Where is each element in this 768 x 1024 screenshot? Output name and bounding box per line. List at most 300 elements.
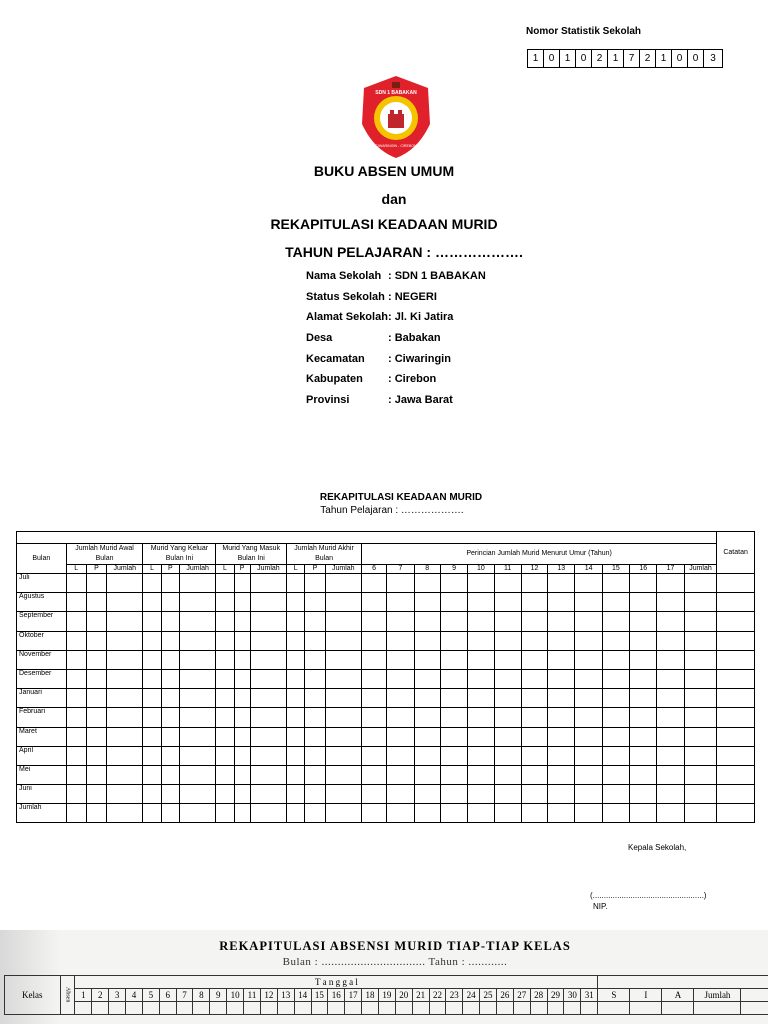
data-cell [387,804,414,823]
data-cell [250,785,286,804]
day-header: 9 [210,989,227,1002]
data-cell [305,746,325,765]
data-cell [564,1002,581,1015]
data-cell [395,1002,412,1015]
data-cell [176,1002,193,1015]
data-cell [234,708,250,727]
data-cell [107,727,143,746]
data-cell [494,650,521,669]
data-cell [657,669,684,688]
data-cell [66,593,86,612]
data-cell [244,1002,261,1015]
data-cell [325,669,361,688]
data-cell [305,669,325,688]
data-cell [657,593,684,612]
data-cell [66,650,86,669]
data-cell [107,593,143,612]
data-cell [684,689,717,708]
absensi-header-row [5,976,768,989]
data-cell [325,746,361,765]
data-cell [494,631,521,650]
data-cell [684,785,717,804]
code-header: Jumlah [694,989,741,1002]
data-cell [440,785,467,804]
data-cell [575,708,602,727]
nip-label: NIP. [593,902,608,911]
lp-header: L [287,565,305,574]
day-header: 22 [429,989,446,1002]
data-cell [143,631,161,650]
code-header: S [598,989,630,1002]
data-cell [234,650,250,669]
data-cell [325,689,361,708]
signature-line: (..................................................) [590,891,707,900]
data-cell [598,1002,630,1015]
data-cell [66,689,86,708]
data-cell [250,746,286,765]
data-cell [630,708,657,727]
data-cell [311,1002,328,1015]
data-cell [179,574,215,593]
data-cell [86,612,106,631]
data-cell [387,574,414,593]
data-cell [662,1002,694,1015]
info-row [306,289,486,310]
rekap-title: REKAPITULASI KEADAAN MURID [319,492,483,503]
data-cell [86,689,106,708]
data-cell [494,765,521,784]
data-cell [143,785,161,804]
info-row [306,330,486,351]
data-cell [250,804,286,823]
data-cell [361,574,386,593]
data-cell [143,612,161,631]
data-cell [630,746,657,765]
data-cell [161,612,179,631]
absensi-blank-row [5,1002,768,1015]
data-cell [684,631,717,650]
data-cell [657,631,684,650]
data-cell [107,785,143,804]
lp-header: Jumlah [179,565,215,574]
month-label: September [17,612,67,631]
day-header: 31 [581,989,598,1002]
data-cell [179,689,215,708]
data-cell [412,1002,429,1015]
age-header: 6 [361,565,386,574]
data-cell [216,804,234,823]
data-cell [216,574,234,593]
data-cell [305,574,325,593]
data-cell [361,631,386,650]
nss-digit: 2 [640,50,656,67]
month-row [17,804,755,823]
data-cell [143,727,161,746]
data-cell [717,650,755,669]
data-cell [684,727,717,746]
data-cell [414,689,440,708]
data-cell [287,689,305,708]
data-cell [179,708,215,727]
data-cell [548,785,575,804]
data-cell [179,631,215,650]
data-cell [440,669,467,688]
data-cell [440,746,467,765]
data-cell [109,1002,126,1015]
month-row [17,765,755,784]
data-cell [179,765,215,784]
day-header: 10 [227,989,244,1002]
data-cell [521,804,547,823]
data-cell [250,765,286,784]
day-header: 1 [75,989,92,1002]
data-cell [387,689,414,708]
data-cell [107,631,143,650]
data-cell [717,574,755,593]
data-cell [287,650,305,669]
data-cell [250,727,286,746]
lp-header: Jumlah [107,565,143,574]
data-cell [305,612,325,631]
data-cell [143,574,161,593]
data-cell [521,631,547,650]
data-cell [143,650,161,669]
data-cell [630,593,657,612]
month-row [17,631,755,650]
data-cell [575,593,602,612]
data-cell [325,804,361,823]
month-label: Januari [17,689,67,708]
data-cell [179,746,215,765]
data-cell [161,765,179,784]
data-cell [193,1002,210,1015]
absensi-days-row [5,989,768,1002]
age-header: 15 [602,565,629,574]
data-cell [548,612,575,631]
data-cell [468,708,494,727]
day-header: 14 [294,989,311,1002]
data-cell [179,727,215,746]
data-cell [216,650,234,669]
data-cell [521,669,547,688]
day-header: 30 [564,989,581,1002]
day-header: 13 [277,989,294,1002]
data-cell [630,689,657,708]
info-key: Nama Sekolah [306,270,382,282]
data-cell [305,804,325,823]
age-header: 12 [521,565,547,574]
info-key: Status Sekolah [306,290,385,303]
data-cell [602,631,629,650]
data-cell [414,708,440,727]
info-value: : Ciwaringin [388,352,451,365]
day-header: 16 [328,989,345,1002]
day-header: 25 [480,989,497,1002]
data-cell [657,708,684,727]
data-cell [575,746,602,765]
data-cell [530,1002,547,1015]
data-cell [179,804,215,823]
data-cell [468,689,494,708]
data-cell [575,765,602,784]
logo-text-top: SDN 1 BABAKAN [375,90,417,96]
school-info [306,268,486,413]
data-cell [602,612,629,631]
data-cell [287,669,305,688]
lp-header: L [143,565,161,574]
data-cell [361,727,386,746]
month-label: Februari [17,708,67,727]
data-cell [521,746,547,765]
data-cell [387,669,414,688]
data-cell [480,1002,497,1015]
data-cell [305,631,325,650]
title-rekapitulasi: REKAPITULASI KEADAAN MURID [270,216,498,232]
data-cell [494,612,521,631]
nss-digit: 0 [672,50,688,67]
absensi-subtitle: Bulan : ................................ Tahun : ............ [282,956,508,968]
day-header: 29 [547,989,564,1002]
lp-header: P [234,565,250,574]
absen-header: Absen [60,976,75,1015]
data-cell [657,765,684,784]
nss-label: Nomor Statistik Sekolah [526,26,642,37]
data-cell [521,708,547,727]
data-cell [305,765,325,784]
data-cell [107,708,143,727]
data-cell [305,593,325,612]
absensi-table [4,975,768,1015]
data-cell [630,650,657,669]
data-cell [602,785,629,804]
data-cell [161,727,179,746]
data-cell [387,612,414,631]
data-cell [305,689,325,708]
rekap-table [16,531,755,823]
data-cell [161,631,179,650]
data-cell [630,765,657,784]
data-cell [143,669,161,688]
data-cell [250,574,286,593]
data-cell [684,804,717,823]
data-cell [325,612,361,631]
data-cell [325,785,361,804]
data-cell [440,612,467,631]
data-cell [161,689,179,708]
data-cell [287,593,305,612]
data-cell [414,593,440,612]
day-header: 3 [109,989,126,1002]
data-cell [602,708,629,727]
codes-spacer [598,976,768,989]
data-cell [414,612,440,631]
data-cell [387,785,414,804]
data-cell [361,669,386,688]
info-row [306,268,486,289]
data-cell [414,804,440,823]
catatan-header: Catatan [717,532,755,574]
data-cell [107,746,143,765]
data-cell [717,631,755,650]
data-cell [548,804,575,823]
group-header: Jumlah Murid Akhir Bulan [287,544,362,565]
data-cell [521,612,547,631]
title-tahun-pelajaran: TAHUN PELAJARAN : ………………. [285,244,523,260]
data-cell [287,574,305,593]
data-cell [250,612,286,631]
data-cell [107,669,143,688]
age-header: 13 [548,565,575,574]
data-cell [86,804,106,823]
kelas-header: Kelas [5,976,61,1015]
data-cell [325,631,361,650]
data-cell [66,765,86,784]
data-cell [717,727,755,746]
data-cell [575,785,602,804]
data-cell [548,593,575,612]
month-label: Oktober [17,631,67,650]
data-cell [361,689,386,708]
data-cell [66,612,86,631]
data-cell [234,574,250,593]
lp-header: L [216,565,234,574]
data-cell [126,1002,143,1015]
data-cell [305,727,325,746]
data-cell [630,669,657,688]
data-cell [216,727,234,746]
data-cell [414,765,440,784]
data-cell [107,689,143,708]
info-row [306,309,486,330]
data-cell [210,1002,227,1015]
data-cell [260,1002,277,1015]
data-cell [717,804,755,823]
data-cell [361,804,386,823]
data-cell [468,727,494,746]
data-cell [86,574,106,593]
data-cell [602,804,629,823]
rekap-header-row [17,544,755,565]
data-cell [179,612,215,631]
data-cell [234,804,250,823]
group-header: Jumlah Murid Awal Bulan [66,544,143,565]
data-cell [440,689,467,708]
data-cell [287,804,305,823]
info-value: : SDN 1 BABAKAN [388,270,486,282]
data-cell [548,689,575,708]
data-cell [468,669,494,688]
nss-digit: 7 [624,50,640,67]
month-row [17,593,755,612]
lp-header: L [66,565,86,574]
bulan-header: Bulan [17,544,67,574]
data-cell [717,669,755,688]
extra-cell [741,989,768,1002]
data-cell [468,650,494,669]
nss-digit: 1 [608,50,624,67]
data-cell [657,804,684,823]
data-cell [250,669,286,688]
data-cell [216,689,234,708]
data-cell [250,708,286,727]
data-cell [657,689,684,708]
data-cell [602,669,629,688]
data-cell [602,650,629,669]
data-cell [494,804,521,823]
data-cell [86,746,106,765]
data-cell [548,746,575,765]
month-label: Juni [17,785,67,804]
data-cell [325,593,361,612]
data-cell [66,727,86,746]
day-header: 11 [244,989,261,1002]
info-value: : NEGERI [388,290,437,303]
data-cell [494,708,521,727]
info-row [306,392,486,413]
data-cell [717,612,755,631]
data-cell [741,1002,768,1015]
data-cell [216,669,234,688]
month-row [17,669,755,688]
age-header: Jumlah [684,565,717,574]
data-cell [440,650,467,669]
data-cell [216,612,234,631]
data-cell [287,612,305,631]
data-cell [179,669,215,688]
kepala-sekolah-label: Kepala Sekolah, [628,843,687,852]
data-cell [387,708,414,727]
data-cell [548,669,575,688]
data-cell [294,1002,311,1015]
data-cell [575,631,602,650]
data-cell [684,612,717,631]
data-cell [179,593,215,612]
data-cell [548,765,575,784]
age-header: 8 [414,565,440,574]
data-cell [717,689,755,708]
data-cell [684,669,717,688]
data-cell [92,1002,109,1015]
info-key: Provinsi [306,394,350,407]
data-cell [575,804,602,823]
data-cell [328,1002,345,1015]
day-header: 19 [378,989,395,1002]
nss-digit: 0 [688,50,704,67]
data-cell [414,727,440,746]
absensi-title: REKAPITULASI ABSENSI MURID TIAP-TIAP KELAS [219,939,571,953]
info-key: Desa [306,332,333,345]
age-header: 10 [468,565,494,574]
data-cell [325,765,361,784]
data-cell [468,765,494,784]
data-cell [305,785,325,804]
data-cell [657,574,684,593]
data-cell [414,574,440,593]
data-cell [468,804,494,823]
data-cell [305,650,325,669]
nss-digit: 0 [576,50,592,67]
day-header: 2 [92,989,109,1002]
data-cell [630,804,657,823]
data-cell [521,765,547,784]
data-cell [414,650,440,669]
data-cell [161,650,179,669]
lp-header: Jumlah [325,565,361,574]
day-header: 12 [260,989,277,1002]
day-header: 4 [126,989,143,1002]
data-cell [107,574,143,593]
data-cell [468,631,494,650]
